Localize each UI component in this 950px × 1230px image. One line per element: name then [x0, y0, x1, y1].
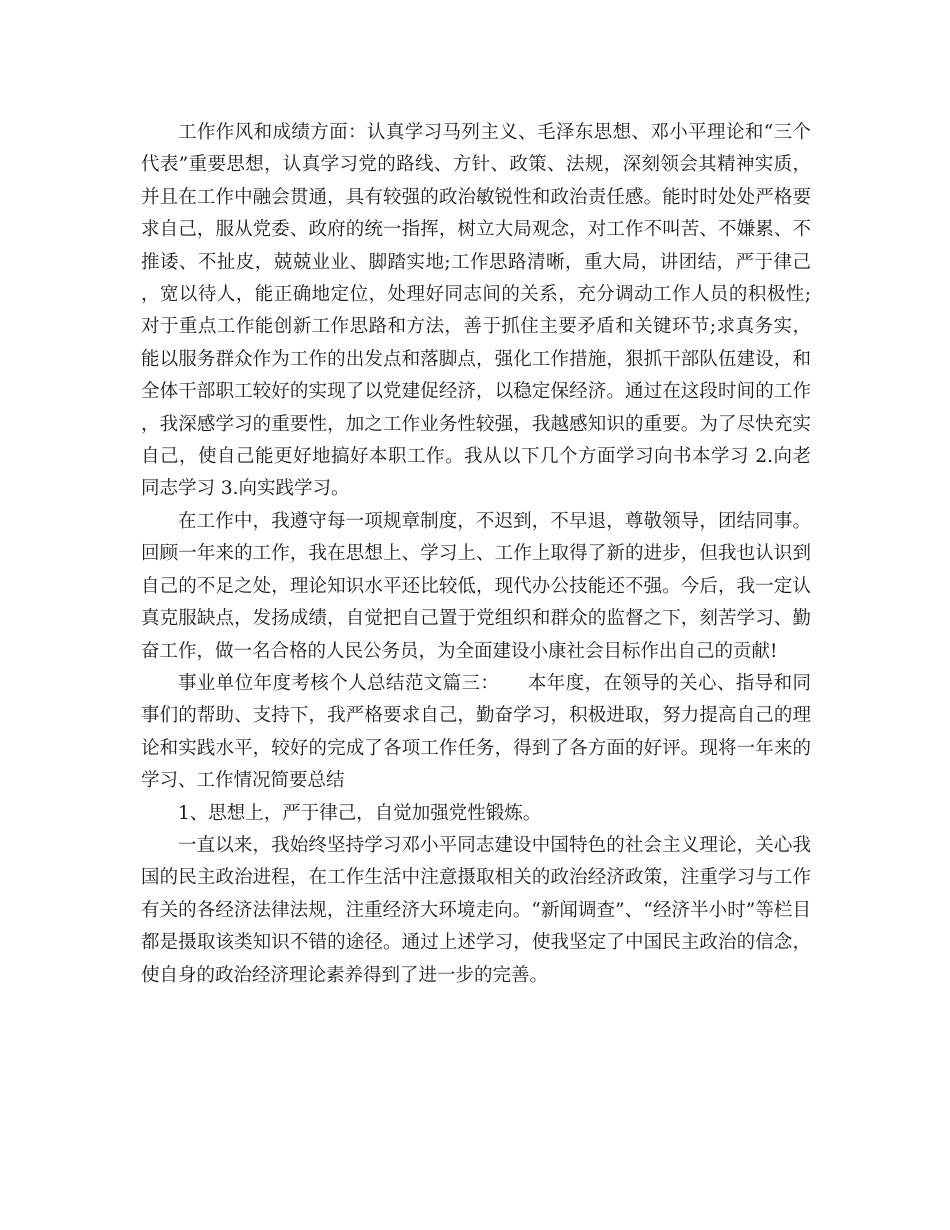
- paragraph-heading-ideology: 1、思想上，严于律己，自觉加强党性锻炼。: [178, 802, 542, 824]
- paragraph-work-discipline: 在工作中，我遵守每一项规章制度，不迟到，不早退，尊敬领导，团结同事。回顾一年来的工作，我在思想上、学习上、工作上取得了新的进步，但我也认识到自己的不足之处，理论知识水平还比较低，现代办公技能还不强。今后，我一定认真克服缺点，发扬成绩，自觉把自己置于党组织和群众的监督之下，刻苦学习、勤奋工作，做一名合格的人民公务员，为全面建设小康社会目标作出自己的贡献!: [141, 510, 811, 662]
- paragraph-work-style: 工作作风和成绩方面：认真学习马列主义、毛泽东思想、邓小平理论和“三个代表”重要思想，认真学习党的路线、方针、政策、法规，深刻领会其精神实质，并且在工作中融会贯通，具有较强的政治敏锐性和政治责任感。能时时处处严格要求自己，服从党委、政府的统一指挥，树立大局观念，对工作不叫苦、不嫌累、不推诿、不扯皮，兢兢业业、脚踏实地;工作思路清晰，重大局，讲团结，严于律己，宽以待人，能正确地定位，处理好同志间的关系，充分调动工作人员的积极性;对于重点工作能创新工作思路和方法，善于抓住主要矛盾和关键环节;求真务实，能以服务群众作为工作的出发点和落脚点，强化工作措施，狠抓干部队伍建设，和全体干部职工较好的实现了以党建促经济，以稳定保经济。通过在这段时间的工作，我深感学习的重要性，加之工作业务性较强，我越感知识的重要。为了尽快充实自己，使自己能更好地搞好本职工作。我从以下几个方面学习向书本学习 2.向老同志学习 3.向实践学习。: [141, 122, 811, 500]
- paragraph-sample-three: 事业单位年度考核个人总结范文篇三： 本年度，在领导的关心、指导和同事们的帮助、支持下，我严格要求自己，勤奋学习，积极进取，努力提高自己的理论和实践水平，较好的完成了各项工作任务，得到了各方面的好评。现将一年来的学习、工作情况简要总结: [141, 672, 811, 792]
- paragraph-ideology-study: 一直以来，我始终坚持学习邓小平同志建设中国特色的社会主义理论，关心我国的民主政治进程，在工作生活中注意摄取相关的政治经济政策，注重学习与工作有关的各经济法律法规，注重经济大环境走向。“新闻调查”、“经济半小时”等栏目都是摄取该类知识不错的途径。通过上述学习，使我坚定了中国民主政治的信念，使自身的政治经济理论素养得到了进一步的完善。: [141, 834, 811, 986]
- document-body: [141, 117, 811, 992]
